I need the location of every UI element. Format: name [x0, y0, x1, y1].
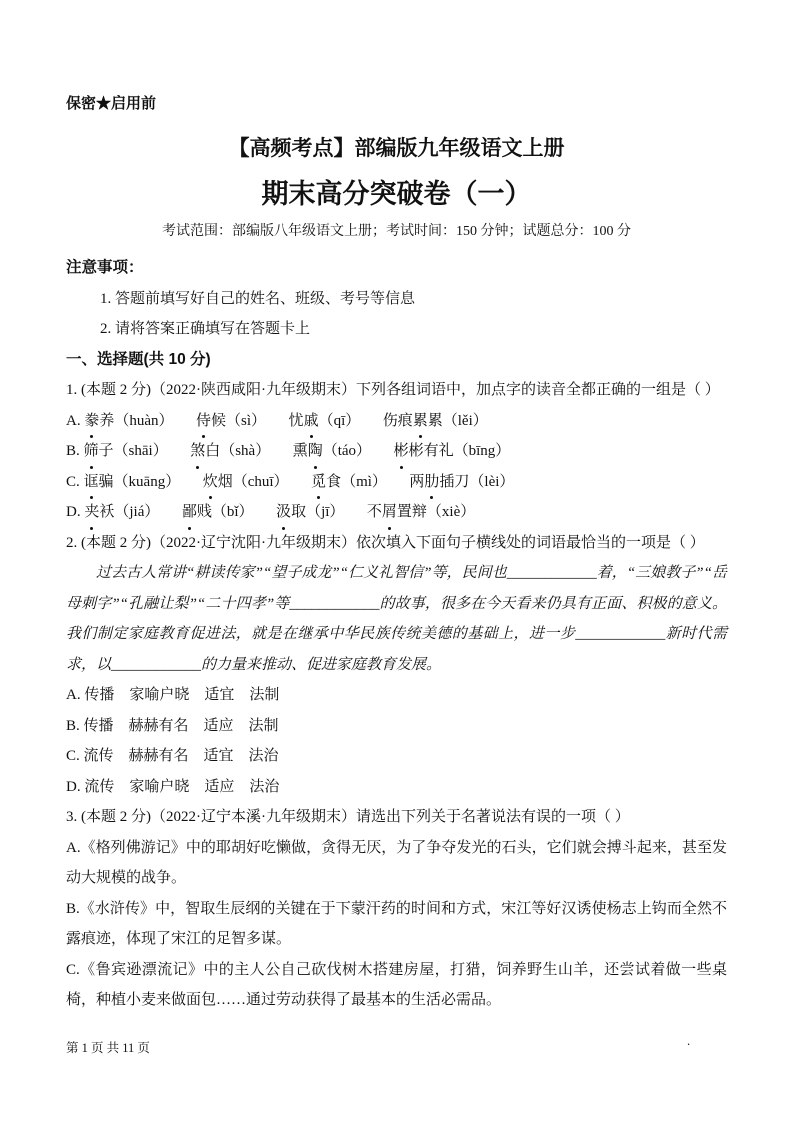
emphasized-char: 陶: [308, 436, 323, 467]
notice-item-1: 1. 答题前填写好自己的姓名、班级、考号等信息: [100, 290, 416, 307]
notice-item-2: 2. 请将答案正确填写在答题卡上: [100, 321, 311, 337]
emphasized-char: 豢: [84, 406, 99, 437]
emphasized-char: 觅: [311, 467, 326, 498]
emphasized-char: 汲: [276, 497, 291, 528]
text-segment: 候（sì） 忧: [211, 412, 304, 429]
page-title: 期末高分突破卷（一）: [261, 179, 532, 209]
stray-dot-mark: .: [687, 1033, 691, 1048]
text-segment: （táo）: [322, 443, 394, 459]
text-segment: 骗（kuāng）: [98, 473, 203, 490]
emphasized-char: 肋: [424, 467, 439, 498]
question-2-option-a: A. 传播 家喻户晓 适宜 法制: [66, 687, 280, 703]
emphasized-char: 鄙: [182, 497, 197, 528]
text-segment: 养（huàn）: [99, 412, 197, 429]
text-segment: 贱（bǐ）: [196, 504, 277, 520]
page-number-footer: 第 1 页 共 11 页: [66, 1041, 150, 1055]
emphasized-char: 屑: [382, 497, 397, 528]
section-heading: 一、选择题(共 10 分): [66, 350, 211, 368]
question-3-option-a: A.《格列佛游记》中的耶胡好吃懒做，贪得无厌，为了争夺发光的石头，它们就会搏斗起来，甚至发动大规模的战争。: [66, 839, 727, 886]
classification-banner: 保密★启用前: [66, 95, 157, 112]
question-1-stem: 1. (本题 2 分)（2022·陕西咸阳·九年级期末）下列各组词语中，加点字的读音全都正确的一组是（ ）: [66, 382, 720, 398]
emphasized-char: 炊: [203, 467, 218, 498]
question-2-option-d: D. 流传 家喻户晓 适应 法治: [66, 778, 280, 795]
emphasized-char: 累: [413, 406, 428, 437]
text-segment: 袄（jiá）: [99, 504, 182, 520]
text-segment: 子（shāi）: [98, 443, 191, 459]
question-3-stem: 3. (本题 2 分)（2022·辽宁本溪·九年级期末）请选出下列关于名著说法有误的一项（ ）: [66, 809, 630, 825]
emphasized-char: 夹: [84, 497, 99, 528]
text-segment: 累（lěi）: [427, 412, 488, 429]
text-segment: 食（mì） 两: [326, 473, 425, 490]
text-segment: D.: [66, 504, 85, 520]
question-2-option-b: B. 传播 赫赫有名 适应 法制: [66, 717, 279, 734]
question-2-option-c: C. 流传 赫赫有名 适宜 法治: [66, 748, 279, 764]
series-title: 【高频考点】部编版九年级语文上册: [228, 137, 565, 160]
question-2-passage: 过去古人常讲“耕读传家”“望子成龙”“仁义礼智信”等，民间也____________着，“三娘教子”“岳母刺字”“孔融让梨”“二十四孝”等____________的故事，很多在今天看来仍具有正面、积极的意义。我们制定家庭教育促进法，就是在继承中华民族传统美德的基础上，进一步____________新时代需求，以____________的力量来推动、促进家庭教育发展。: [66, 565, 727, 673]
document-body: [66, 253, 727, 1016]
question-3-option-c: C.《鲁宾逊漂流记》中的主人公自己砍伐树木搭建房屋，打猎，饲养野生山羊，还尝试着做一些桌椅，种植小麦来做面包……通过劳动获得了最基本的生活必需品。: [66, 961, 727, 1008]
emphasized-char: 煞: [190, 436, 205, 467]
text-segment: 白（shà） 熏: [205, 443, 308, 459]
text-segment: C.: [66, 473, 84, 490]
exam-info-line: 考试范围：部编版八年级语文上册；考试时间：150 分钟；试题总分：100 分: [162, 224, 631, 239]
text-segment: （qī） 伤痕: [318, 412, 413, 429]
text-segment: 烟（chuī）: [217, 473, 312, 490]
emphasized-char: 侍: [196, 406, 211, 437]
question-3-option-b: B.《水浒传》中，智取生辰纲的关键在于下蒙汗药的时间和方式，宋江等好汉诱使杨志上钩而全然不露痕迹，体现了宋江的足智多谋。: [66, 900, 727, 947]
question-2-stem: 2. (本题 2 分)（2022·辽宁沈阳·九年级期末）依次填入下面句子横线处的词语最恰当的一项是（ ）: [66, 534, 705, 551]
emphasized-char: 彬: [394, 436, 409, 467]
text-segment: 彬有礼（bīng）: [408, 443, 511, 459]
question-1-option-c: [66, 467, 727, 498]
question-1-option-a: [66, 406, 727, 437]
text-segment: A.: [66, 412, 85, 429]
notice-heading: 注意事项：: [66, 259, 144, 276]
text-segment: 插刀（lèi）: [439, 473, 515, 490]
text-segment: 取（jī） 不: [291, 504, 382, 520]
emphasized-char: 戚: [304, 406, 319, 437]
text-segment: 置辩（xiè）: [396, 504, 476, 520]
question-1-option-b: [66, 436, 727, 467]
emphasized-char: 诓: [84, 467, 99, 498]
emphasized-char: 筛: [84, 436, 99, 467]
text-segment: B.: [66, 443, 84, 459]
question-1-option-d: [66, 497, 727, 528]
